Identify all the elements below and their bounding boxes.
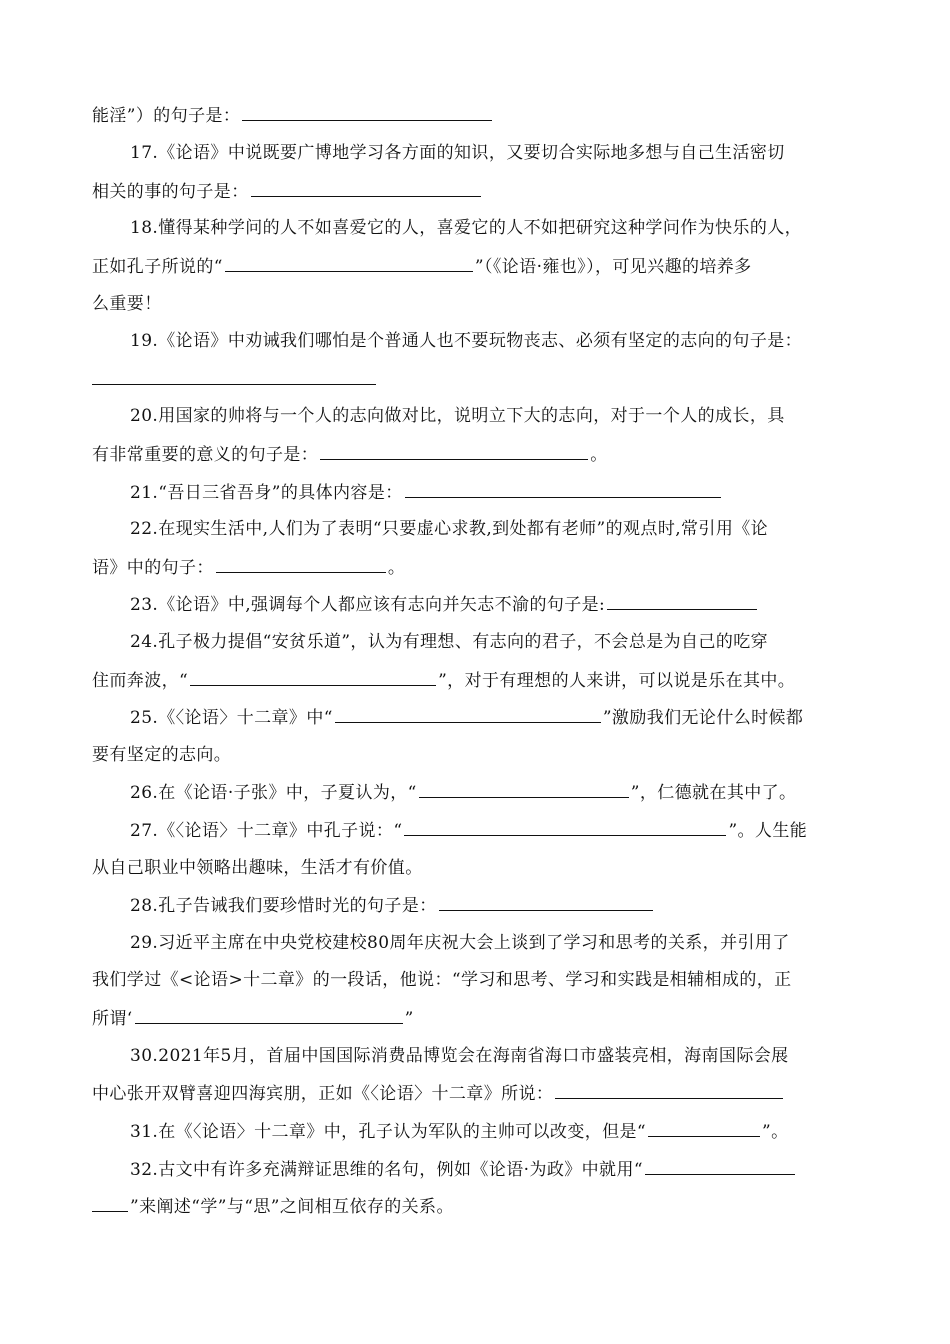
question-19-cont [92,367,378,392]
question-29-cont: 我们学过《<论语>十二章》的一段话，他说：“学习和思考、学习和实践是相辅相成的，正 [92,970,792,990]
question-17-cont: 相关的事的句子是： [92,179,483,204]
question-24: 24.孔子极力提倡“安贫乐道”，认为有理想、有志向的君子，不会总是为自己的吃穿 [130,632,769,652]
question-18-cont: 正如孔子所说的“ ”（《论语·雍也》），可见兴趣的培养多 [92,254,752,279]
answer-blank-20[interactable] [320,442,588,460]
answer-blank-32a[interactable] [645,1157,795,1175]
question-27-cont: 从自己职业中领略出趣味，生活才有价值。 [92,858,423,878]
question-29: 29.习近平主席在中央党校建校80周年庆祝大会上谈到了学习和思考的关系，并引用了 [130,933,790,953]
question-20-cont: 有非常重要的意义的句子是： 。 [92,442,608,467]
question-21: 21.“吾日三省吾身”的具体内容是： [130,480,723,505]
answer-blank-31[interactable] [648,1119,760,1137]
answer-blank-26[interactable] [419,780,629,798]
question-22: 22.在现实生活中,人们为了表明“只要虚心求教,到处都有老师”的观点时,常引用《论 [130,519,769,539]
answer-blank-18[interactable] [225,254,473,272]
answer-blank-17[interactable] [251,179,481,197]
answer-blank-29[interactable] [135,1006,403,1024]
question-20: 20.用国家的帅将与一个人的志向做对比，说明立下大的志向，对于一个人的成长，具 [130,406,785,426]
question-28: 28.孔子告诫我们要珍惜时光的句子是： [130,893,655,918]
answer-blank-28[interactable] [439,893,653,911]
question-31: 31.在《〈论语〉十二章》中，孔子认为军队的主帅可以改变，但是“ ”。 [130,1119,789,1144]
question-32: 32.古文中有许多充满辩证思维的名句，例如《论语·为政》中就用“ [130,1157,797,1182]
question-18-end: 么重要！ [92,294,162,314]
answer-blank-21[interactable] [405,480,721,498]
question-19: 19.《论语》中劝诫我们哪怕是个普通人也不要玩物丧志、必须有坚定的志向的句子是： [130,331,803,351]
question-22-cont: 语》中的句子： 。 [92,555,405,580]
question-29-end: 所谓‘ ” [92,1006,414,1031]
question-17: 17.《论语》中说既要广博地学习各方面的知识，又要切合实际地多想与自己生活密切 [130,143,785,163]
answer-blank-22[interactable] [216,555,386,573]
question-26: 26.在《论语·子张》中，子夏认为，“ ”，仁德就在其中了。 [130,780,796,805]
answer-blank-24[interactable] [190,668,436,686]
question-25: 25.《〈论语〉十二章》中“ ”激励我们无论什么时候都 [130,705,803,730]
answer-blank-32b[interactable] [92,1194,128,1212]
question-32-cont: ”来阐述“学”与“思”之间相互依存的关系。 [92,1194,454,1219]
answer-blank-25[interactable] [335,705,601,723]
question-25-cont: 要有坚定的志向。 [92,745,232,765]
question-23: 23.《论语》中,强调每个人都应该有志向并矢志不渝的句子是: [130,592,759,617]
line-16-cont: 能淫”）的句子是： [92,103,494,128]
question-18: 18.懂得某种学问的人不如喜爱它的人，喜爱它的人不如把研究这种学问作为快乐的人， [130,218,803,238]
answer-blank-30[interactable] [555,1081,783,1099]
answer-blank-19[interactable] [92,367,376,385]
answer-blank-27[interactable] [404,818,726,836]
question-27: 27.《〈论语〉十二章》中孔子说：“ ”。人生能 [130,818,807,843]
question-30: 30.2021年5月，首届中国国际消费品博览会在海南省海口市盛装亮相，海南国际会展 [130,1046,789,1066]
answer-blank-16[interactable] [242,103,492,121]
question-24-cont: 住而奔波，“ ”，对于有理想的人来讲，可以说是乐在其中。 [92,668,795,693]
answer-blank-23[interactable] [607,592,757,610]
question-30-cont: 中心张开双臂喜迎四海宾朋，正如《〈论语〉十二章》所说： [92,1081,785,1106]
